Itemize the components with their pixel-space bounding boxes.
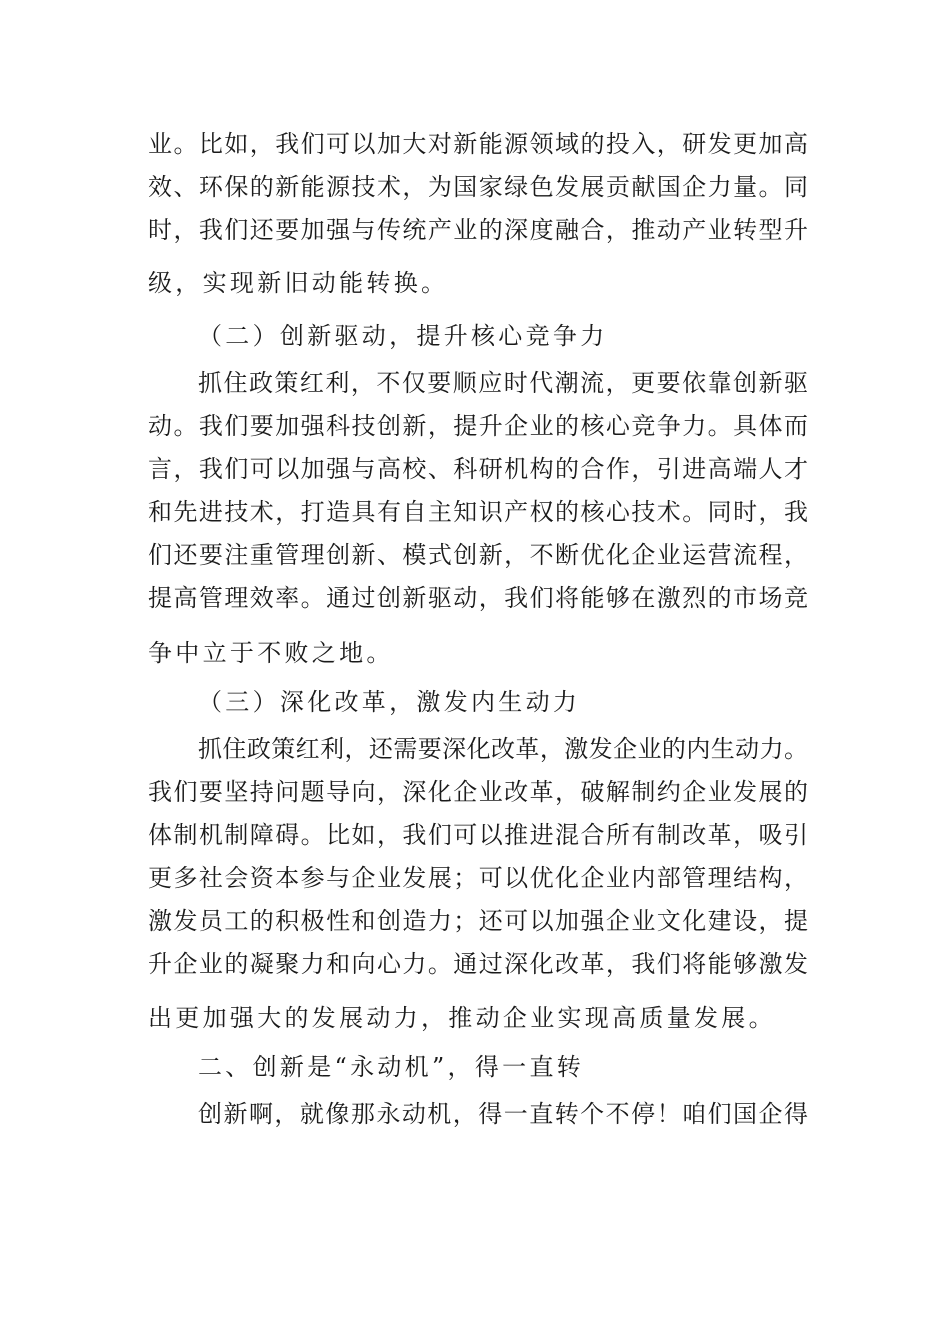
body-text-line: 级，实现新旧动能转换。 (148, 269, 449, 297)
body-text-line: 业。比如，我们可以加大对新能源领域的投入，研发更加高 (148, 130, 808, 158)
body-text-line: 和先进技术，打造具有自主知识产权的核心技术。同时，我 (148, 498, 808, 526)
body-text-line: 争中立于不败之地。 (148, 639, 394, 667)
body-text-line: 提高管理效率。通过创新驱动，我们将能够在激烈的市场竞 (148, 584, 808, 612)
body-text-line: 我们要坚持问题导向，深化企业改革，破解制约企业发展的 (148, 778, 808, 806)
body-text-line: 更多社会资本参与企业发展；可以优化企业内部管理结构， (148, 864, 808, 892)
body-text-line: 出更加强大的发展动力，推动企业实现高质量发展。 (148, 1004, 776, 1032)
section-heading-3: （三）深化改革，激发内生动力 (198, 688, 581, 716)
body-text-line: 效、环保的新能源技术，为国家绿色发展贡献国企力量。同 (148, 173, 808, 201)
paragraph-first-line: 抓住政策红利，不仅要顺应时代潮流，更要依靠创新驱 (198, 369, 808, 397)
body-text-line: 言，我们可以加强与高校、科研机构的合作，引进高端人才 (148, 455, 808, 483)
body-text-line: 动。我们要加强科技创新，提升企业的核心竞争力。具体而 (148, 412, 808, 440)
chapter-heading-2: 二、创新是“永动机”，得一直转 (198, 1053, 585, 1081)
body-text-line: 时，我们还要加强与传统产业的深度融合，推动产业转型升 (148, 216, 808, 244)
body-text-line: 升企业的凝聚力和向心力。通过深化改革，我们将能够激发 (148, 950, 808, 978)
paragraph-first-line: 创新啊，就像那永动机，得一直转个不停！咱们国企得 (198, 1100, 808, 1128)
body-text-line: 体制机制障碍。比如，我们可以推进混合所有制改革，吸引 (148, 821, 808, 849)
section-heading-2: （二）创新驱动，提升核心竞争力 (198, 322, 608, 350)
body-text-line: 们还要注重管理创新、模式创新，不断优化企业运营流程， (148, 541, 808, 569)
body-text-line: 激发员工的积极性和创造力；还可以加强企业文化建设，提 (148, 907, 808, 935)
paragraph-first-line: 抓住政策红利，还需要深化改革，激发企业的内生动力。 (198, 735, 808, 763)
